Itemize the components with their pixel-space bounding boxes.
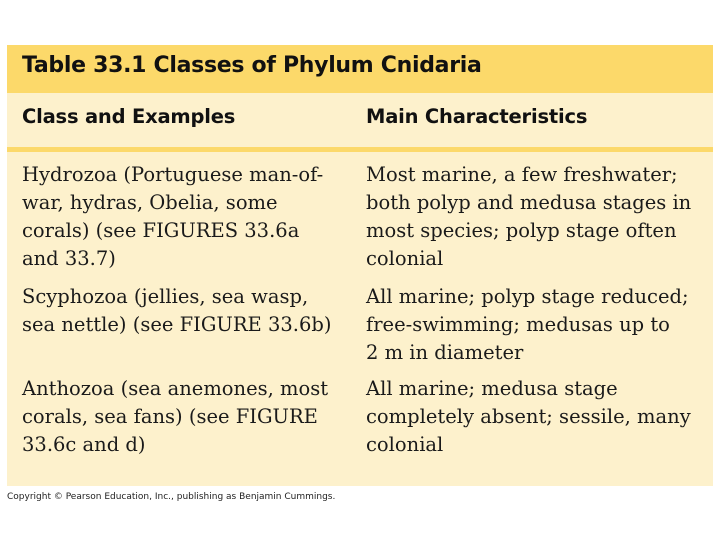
cell-line: 33.6c and d) — [22, 433, 146, 456]
table-title: Table 33.1 Classes of Phylum Cnidaria — [22, 53, 482, 78]
cell-line: both polyp and medusa stages in — [366, 191, 692, 214]
cell-line: colonial — [366, 433, 444, 456]
cell-line: Most marine, a few freshwater; — [366, 163, 678, 186]
cell-line: most species; polyp stage often — [366, 219, 677, 242]
table-cell-characteristics-scyphozoa — [366, 283, 706, 367]
cell-line: Scyphozoa (jellies, sea wasp, — [22, 285, 309, 308]
table-cell-class-anthozoa — [22, 375, 357, 459]
cell-line: sea nettle) (see FIGURE 33.6b) — [22, 313, 332, 336]
header-divider — [7, 147, 713, 152]
cell-line: corals) (see FIGURES 33.6a — [22, 219, 300, 242]
cell-line: 2 m in diameter — [366, 341, 524, 364]
cell-line: free-swimming; medusas up to — [366, 313, 670, 336]
cell-line: All marine; polyp stage reduced; — [366, 285, 689, 308]
cell-line: Hydrozoa (Portuguese man-of- — [22, 163, 324, 186]
cell-line: corals, sea fans) (see FIGURE — [22, 405, 318, 428]
cell-line: Anthozoa (sea anemones, most — [22, 377, 329, 400]
column-header-characteristics: Main Characteristics — [366, 105, 588, 128]
cell-line: All marine; medusa stage — [366, 377, 618, 400]
table-cell-class-scyphozoa — [22, 283, 357, 339]
table-cell-characteristics-anthozoa — [366, 375, 706, 459]
cell-line: war, hydras, Obelia, some — [22, 191, 278, 214]
cnidaria-table — [7, 45, 713, 486]
column-header-class: Class and Examples — [22, 105, 236, 128]
table-title-bar — [7, 45, 713, 93]
cell-line: colonial — [366, 247, 444, 270]
table-cell-characteristics-hydrozoa — [366, 161, 706, 273]
copyright-notice: Copyright © Pearson Education, Inc., publishing as Benjamin Cummings. — [7, 492, 336, 502]
table-cell-class-hydrozoa — [22, 161, 357, 273]
cell-line: completely absent; sessile, many — [366, 405, 691, 428]
cell-line: and 33.7) — [22, 247, 116, 270]
